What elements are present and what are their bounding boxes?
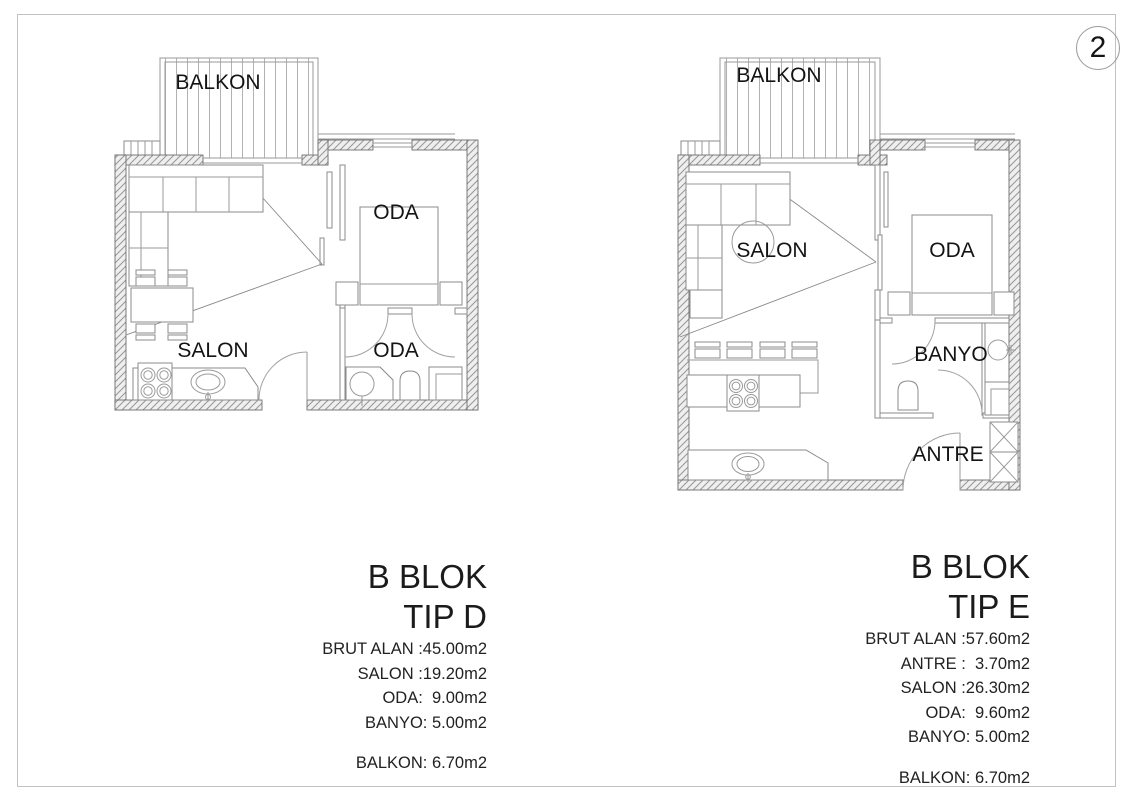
area-line-salon: SALON :26.30m2: [900, 679, 1030, 698]
page-number: 2: [1089, 31, 1107, 64]
plan-title-blok: B BLOK: [367, 558, 487, 595]
kitchen-island: [687, 360, 818, 411]
area-line-brut: BRUT ALAN :57.60m2: [865, 630, 1030, 648]
area-line-balkon: BALKON: 6.70m2: [355, 754, 487, 773]
sink-counter: [688, 450, 828, 482]
nightstand: [994, 292, 1014, 315]
room-label-oda: ODA: [373, 201, 419, 224]
entry-door: [259, 352, 307, 400]
shower: [429, 367, 462, 400]
room-label-antre: ANTRE: [912, 443, 984, 466]
room-label-salon: SALON: [177, 339, 249, 362]
room-label-oda: ODA: [929, 239, 975, 262]
floorplan-tip-d: [115, 58, 478, 410]
closet: [990, 422, 1018, 482]
area-line-salon: SALON :19.20m2: [357, 664, 487, 683]
door-leaf: [884, 172, 888, 227]
nightstand: [336, 282, 358, 305]
nightstand: [440, 282, 462, 305]
bathroom-sink: [988, 340, 1008, 360]
tv-unit: [878, 235, 882, 290]
area-line-oda: ODA: 9.60m2: [925, 703, 1030, 722]
bathroom-counter: [346, 367, 393, 400]
spec-block-tip-d: [237, 557, 487, 776]
room-label-salon: SALON: [736, 239, 808, 262]
area-line-antre: ANTRE : 3.70m2: [900, 654, 1030, 673]
room-label-banyo: BANYO: [914, 343, 988, 366]
balcony: [681, 58, 1015, 164]
balcony: [124, 58, 455, 164]
toilet: [898, 381, 918, 410]
tv-unit: [320, 238, 324, 265]
area-line-banyo: BANYO: 5.00m2: [365, 713, 487, 732]
room-label-bath: ODA: [373, 339, 419, 362]
shower: [985, 382, 1009, 415]
plan-title-blok: B BLOK: [910, 548, 1030, 585]
stove: [138, 363, 172, 400]
door-arc: [938, 370, 982, 414]
area-line-banyo: BANYO: 5.00m2: [908, 728, 1030, 747]
kitchen-counter: [133, 363, 258, 402]
stove: [727, 375, 759, 411]
area-line-balkon: BALKON: 6.70m2: [898, 768, 1030, 787]
door-leaf: [327, 172, 332, 228]
toilet: [400, 371, 420, 400]
room-label-balkon: BALKON: [736, 64, 822, 87]
bed: [888, 215, 1014, 315]
floorplan-tip-e: [678, 58, 1020, 490]
sofa: [129, 165, 263, 286]
plan-title-tip: TIP D: [403, 598, 487, 635]
bathroom-fixtures: [346, 367, 462, 406]
nightstand: [888, 292, 910, 315]
room-label-balkon: BALKON: [175, 71, 261, 94]
side-table: [690, 290, 722, 318]
area-line-brut: BRUT ALAN :45.00m2: [322, 640, 487, 658]
plan-title-tip: TIP E: [948, 588, 1030, 625]
spec-block-tip-e: [780, 547, 1030, 791]
area-line-oda: ODA: 9.00m2: [382, 689, 487, 708]
bar-stools: [695, 342, 817, 358]
